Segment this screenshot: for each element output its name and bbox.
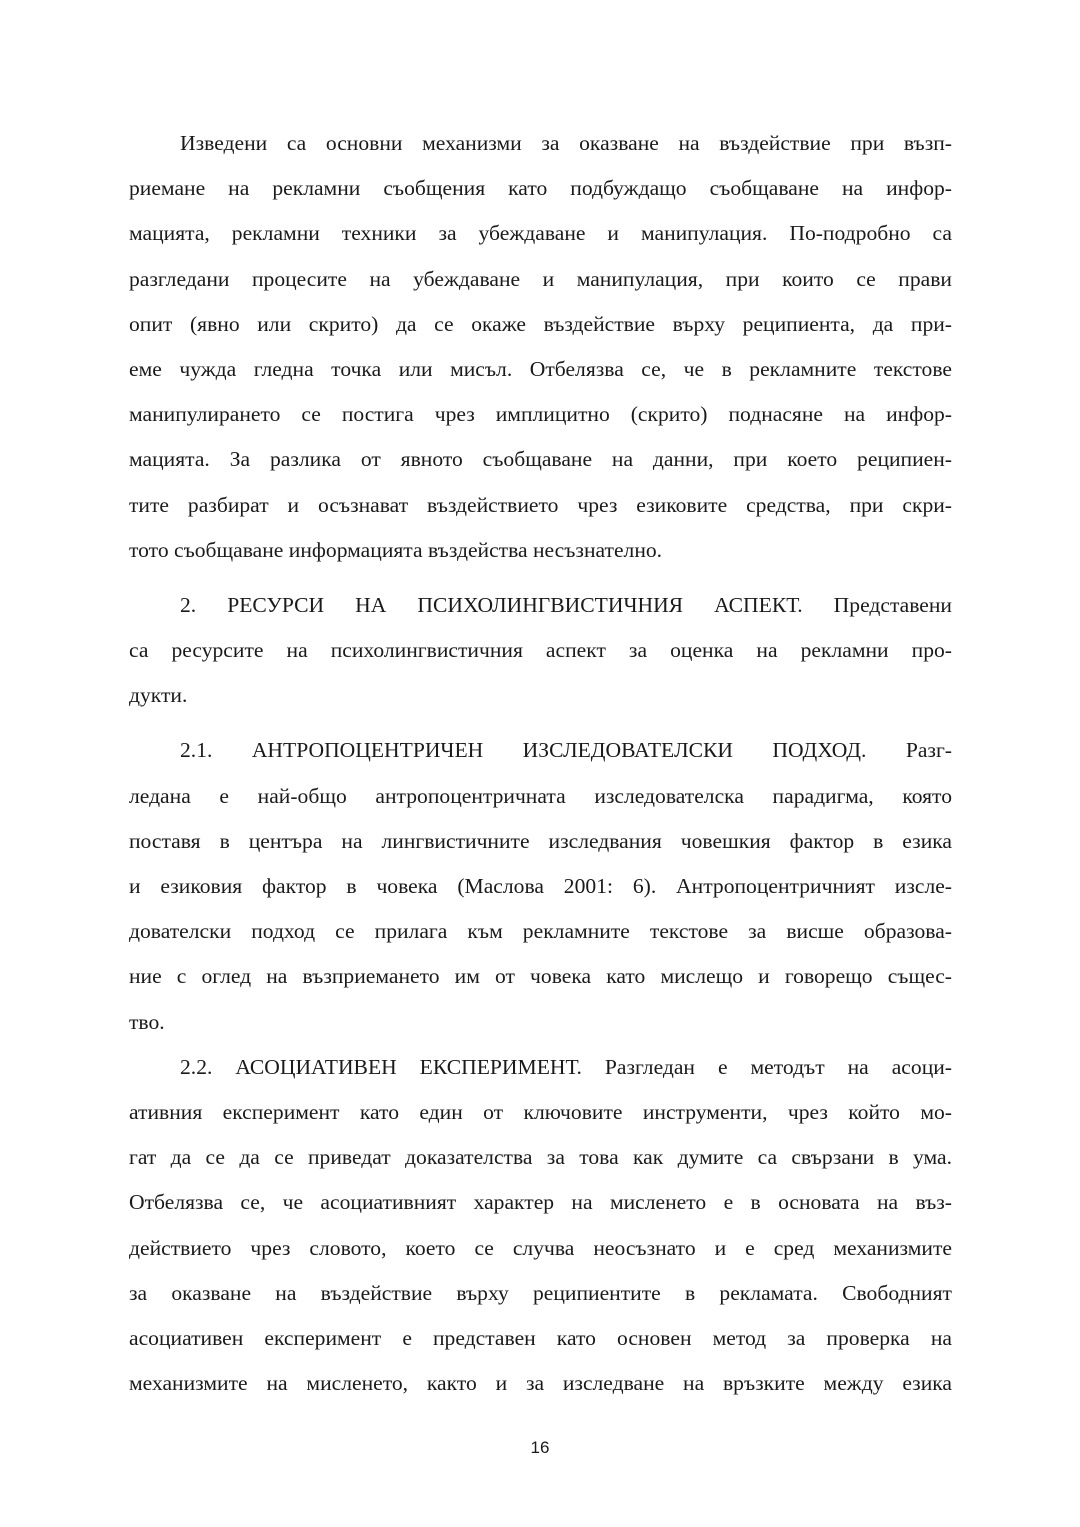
text-line: Отбелязва се, че асоциативният характер на мисленето е в основата на въз-: [129, 1190, 952, 1215]
text-line: гат да се да се приведат доказателства за това как думите са свързани в ума.: [129, 1145, 952, 1170]
text-line: мацията, рекламни техники за убеждаване и манипулация. По-подробно са: [129, 221, 952, 246]
text-line: мацията. За разлика от явното съобщаване на данни, при което реципиен-: [129, 447, 952, 472]
text-line: и езиковия фактор в човека (Маслова 2001: 6). Антропоцентричният изсле-: [129, 874, 952, 898]
text-line: дователски подход се прилага към рекламните текстове за висше образова-: [129, 919, 952, 944]
text-line: ледана е най-общо антропоцентричната изследователска парадигма, която: [129, 783, 952, 808]
text-line: тите разбират и осъзнават въздействието чрез езиковите средства, при скри-: [129, 492, 952, 517]
text-line: асоциативен експеримент е представен като основен метод за проверка на: [129, 1325, 952, 1350]
text-line: механизмите на мисленето, както и за изследване на връзките между езика: [129, 1371, 952, 1396]
text-line: дукти.: [129, 683, 188, 708]
paragraph-gap: [129, 573, 952, 583]
paragraph-section-2-1: [129, 728, 952, 1044]
text-line: разгледани процесите на убеждаване и манипулация, при които се прави: [129, 266, 952, 291]
paragraph-section-2-2: [129, 1045, 952, 1407]
paragraph-persuasion-mechanisms: [129, 121, 952, 573]
paragraph-section-2: [129, 583, 952, 719]
text-line: ативния експеримент като един от ключовите инструменти, чрез който мо-: [129, 1099, 952, 1124]
body-text: [129, 121, 952, 1406]
text-line: 2. РЕСУРСИ НА ПСИХОЛИНГВИСТИЧНИЯ АСПЕКТ. Представени: [180, 592, 952, 617]
text-line: тво.: [129, 1009, 165, 1034]
text-line: манипулирането се постига чрез имплицитно (скрито) поднасяне на инфор-: [129, 402, 952, 427]
text-line: действието чрез словото, което се случва неосъзнато и е сред механизмите: [129, 1235, 952, 1260]
text-line: ние с оглед на възприемането им от човека като мислещо и говорещо същес-: [129, 964, 952, 989]
text-line: опит (явно или скрито) да се окаже въздействие върху реципиента, да при-: [129, 311, 952, 336]
paragraph-gap: [129, 718, 952, 728]
text-line: са ресурсите на психолингвистичния аспект за оценка на рекламни про-: [129, 638, 952, 663]
text-line: еме чужда гледна точка или мисъл. Отбелязва се, че в рекламните текстове: [129, 356, 952, 381]
text-line: за оказване на въздействие върху реципиентите в рекламата. Свободният: [129, 1280, 952, 1305]
text-line: поставя в центъра на лингвистичните изследвания човешкия фактор в езика: [129, 828, 952, 853]
text-line: 2.2. АСОЦИАТИВЕН ЕКСПЕРИМЕНТ. Разгледан е методът на асоци-: [180, 1054, 952, 1079]
text-line: Изведени са основни механизми за оказване на въздействие при възп-: [180, 131, 952, 155]
text-line: риемане на рекламни съобщения като подбуждащо съобщаване на инфор-: [129, 176, 952, 201]
text-line: 2.1. АНТРОПОЦЕНТРИЧЕН ИЗСЛЕДОВАТЕЛСКИ ПОДХОД. Разг-: [180, 738, 952, 763]
page-number: 16: [530, 1438, 550, 1457]
text-line: тото съобщаване информацията въздейства несъзнателно.: [129, 537, 663, 562]
